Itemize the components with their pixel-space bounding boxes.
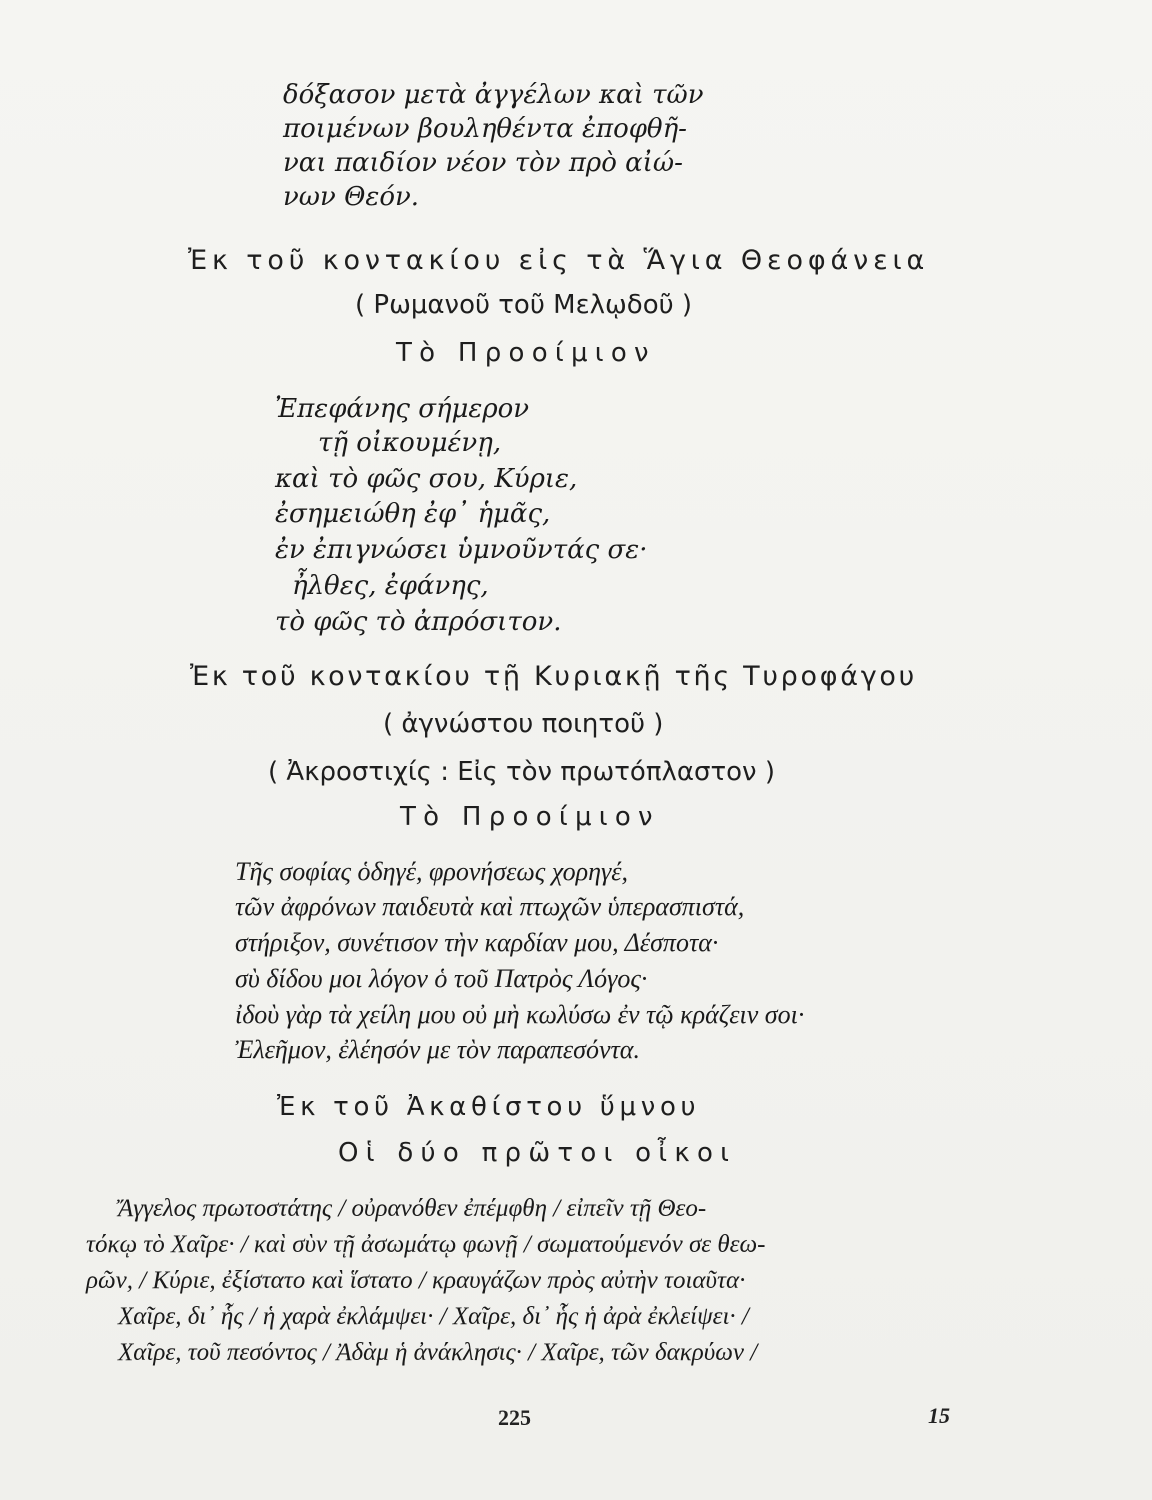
verse-line: ἦλθες, ἐφάνης, [292, 571, 489, 601]
prose-line: τόκῳ τὸ Χαῖρε· / καὶ σὺν τῇ ἀσωμάτῳ φωνῇ / σωματούμενόν σε θεω- [86, 1231, 766, 1258]
verse-line: ἐν ἐπιγνώσει ὑμνοῦντάς σε· [275, 535, 648, 565]
section-subheading: Τὸ Προοίμιον [396, 338, 656, 368]
verse-line: στήριξον, συνέτισον τὴν καρδίαν μου, Δέσποτα· [235, 928, 719, 957]
section-subheading: Οἱ δύο πρῶτοι οἶκοι [338, 1138, 737, 1168]
section-heading: Ἐκ τοῦ κοντακίου εἰς τὰ Ἅγια Θεοφάνεια [188, 245, 930, 276]
verse-line: ἐσημειώθη ἐφ᾽ ἡμᾶς, [275, 499, 551, 529]
verse-line: ποιμένων βουληθέντα ἐποφθῆ- [283, 114, 687, 144]
verse-line: Ἐλεῆμον, ἐλέησόν με τὸν παραπεσόντα. [235, 1035, 640, 1064]
prose-line: Χαῖρε, τοῦ πεσόντος / Ἀδὰμ ἡ ἀνάκλησις· / Χαῖρε, τῶν δακρύων / [118, 1339, 758, 1366]
verse-line: τὸ φῶς τὸ ἀπρόσιτον. [275, 607, 562, 637]
section-heading: Ἐκ τοῦ Ἀκαθίστου ὕμνου [277, 1092, 701, 1122]
section-heading: Ἐκ τοῦ κοντακίου τῇ Κυριακῇ τῆς Τυροφάγου [190, 661, 917, 692]
section-author: ( Ρωμανοῦ τοῦ Μελῳδοῦ ) [355, 290, 693, 320]
verse-line: νων Θεόν. [283, 182, 420, 212]
section-acrostic: ( Ἀκροστιχίς : Εἰς τὸν πρωτόπλαστον ) [268, 757, 775, 787]
section-author: ( ἀγνώστου ποιητοῦ ) [383, 709, 664, 739]
verse-line: τῇ οἰκουμένῃ, [318, 428, 502, 458]
verse-line: Ἐπεφάνης σήμερον [275, 394, 530, 424]
verse-line: δόξασον μετὰ ἀγγέλων καὶ τῶν [283, 80, 704, 110]
prose-line: ρῶν, / Κύριε, ἐξίστατο καὶ ἵστατο / κραυγάζων πρὸς αὐτὴν τοιαῦτα· [86, 1267, 746, 1294]
verse-line: ἰδοὺ γὰρ τὰ χείλη μου οὐ μὴ κωλύσω ἐν τῷ κράζειν σοι· [235, 1000, 805, 1029]
verse-line: Τῆς σοφίας ὁδηγέ, φρονήσεως χορηγέ, [235, 857, 629, 886]
verse-line: καὶ τὸ φῶς σου, Κύριε, [275, 464, 578, 494]
prose-line: Χαῖρε, δι᾽ ἧς / ἡ χαρὰ ἐκλάμψει· / Χαῖρε, δι᾽ ἧς ἡ ἀρὰ ἐκλείψει· / [118, 1303, 749, 1330]
verse-line: τῶν ἀφρόνων παιδευτὰ καὶ πτωχῶν ὑπερασπιστά, [235, 892, 745, 921]
signature-mark: 15 [928, 1403, 950, 1428]
section-subheading: Τὸ Προοίμιον [400, 802, 660, 832]
prose-line: Ἄγγελος πρωτοστάτης / οὐρανόθεν ἐπέμφθη / εἰπεῖν τῇ Θεο- [118, 1195, 707, 1222]
verse-line: ναι παιδίον νέον τὸν πρὸ αἰώ- [283, 148, 683, 178]
verse-line: σὺ δίδου μοι λόγον ὁ τοῦ Πατρὸς Λόγος· [235, 964, 648, 993]
page-number: 225 [498, 1405, 531, 1430]
